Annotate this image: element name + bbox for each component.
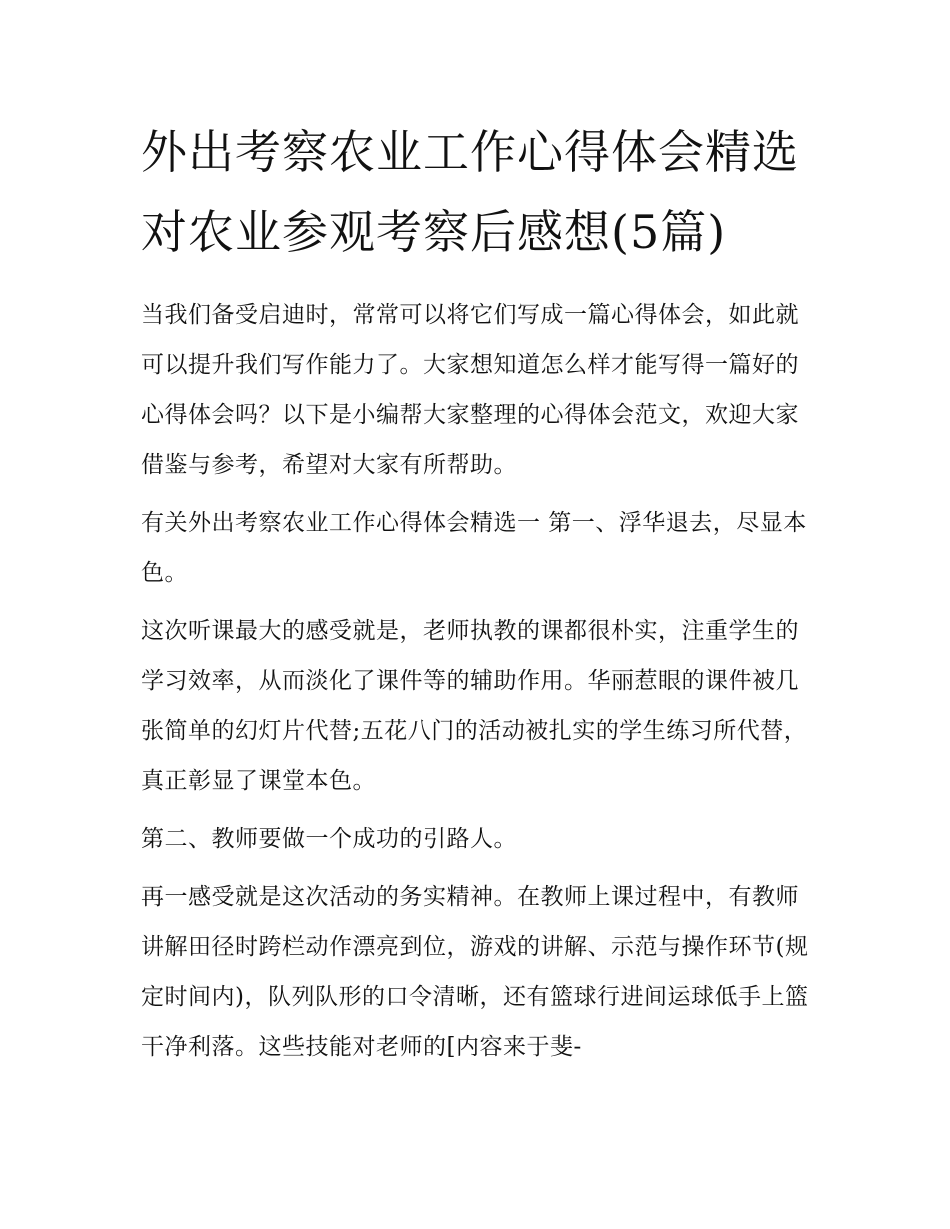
document-body xyxy=(141,290,816,1072)
paragraph-section-one-heading: 有关外出考察农业工作心得体会精选一 第一、浮华退去，尽显本色。 xyxy=(141,510,807,586)
paragraph-section-two-heading: 第二、教师要做一个成功的引路人。 xyxy=(141,826,517,852)
document-page xyxy=(141,112,816,1080)
document-title: 外出考察农业工作心得体会精选 对农业参观考察后感想(5篇) xyxy=(141,125,799,259)
paragraph-section-one-body: 这次听课最大的感受就是，老师执教的课都很朴实，注重学生的学习效率，从而淡化了课件等的辅助作用。华丽惹眼的课件被几张简单的幻灯片代替;五花八门的活动被扎实的学生练习所代替，真正彰显了课堂本色。 xyxy=(141,618,808,794)
paragraph-intro: 当我们备受启迪时，常常可以将它们写成一篇心得体会，如此就可以提升我们写作能力了。大家想知道怎么样才能写得一篇好的心得体会吗？以下是小编帮大家整理的心得体会范文，欢迎大家借鉴与参考，希望对大家有所帮助。 xyxy=(141,302,799,478)
paragraph-section-two-body: 再一感受就是这次活动的务实精神。在教师上课过程中，有教师讲解田径时跨栏动作漂亮到位，游戏的讲解、示范与操作环节(规定时间内)，队列队形的口令清晰，还有篮球行进间运球低手上篮干净利落。这些技能对老师的[内容来于斐- xyxy=(141,884,809,1060)
